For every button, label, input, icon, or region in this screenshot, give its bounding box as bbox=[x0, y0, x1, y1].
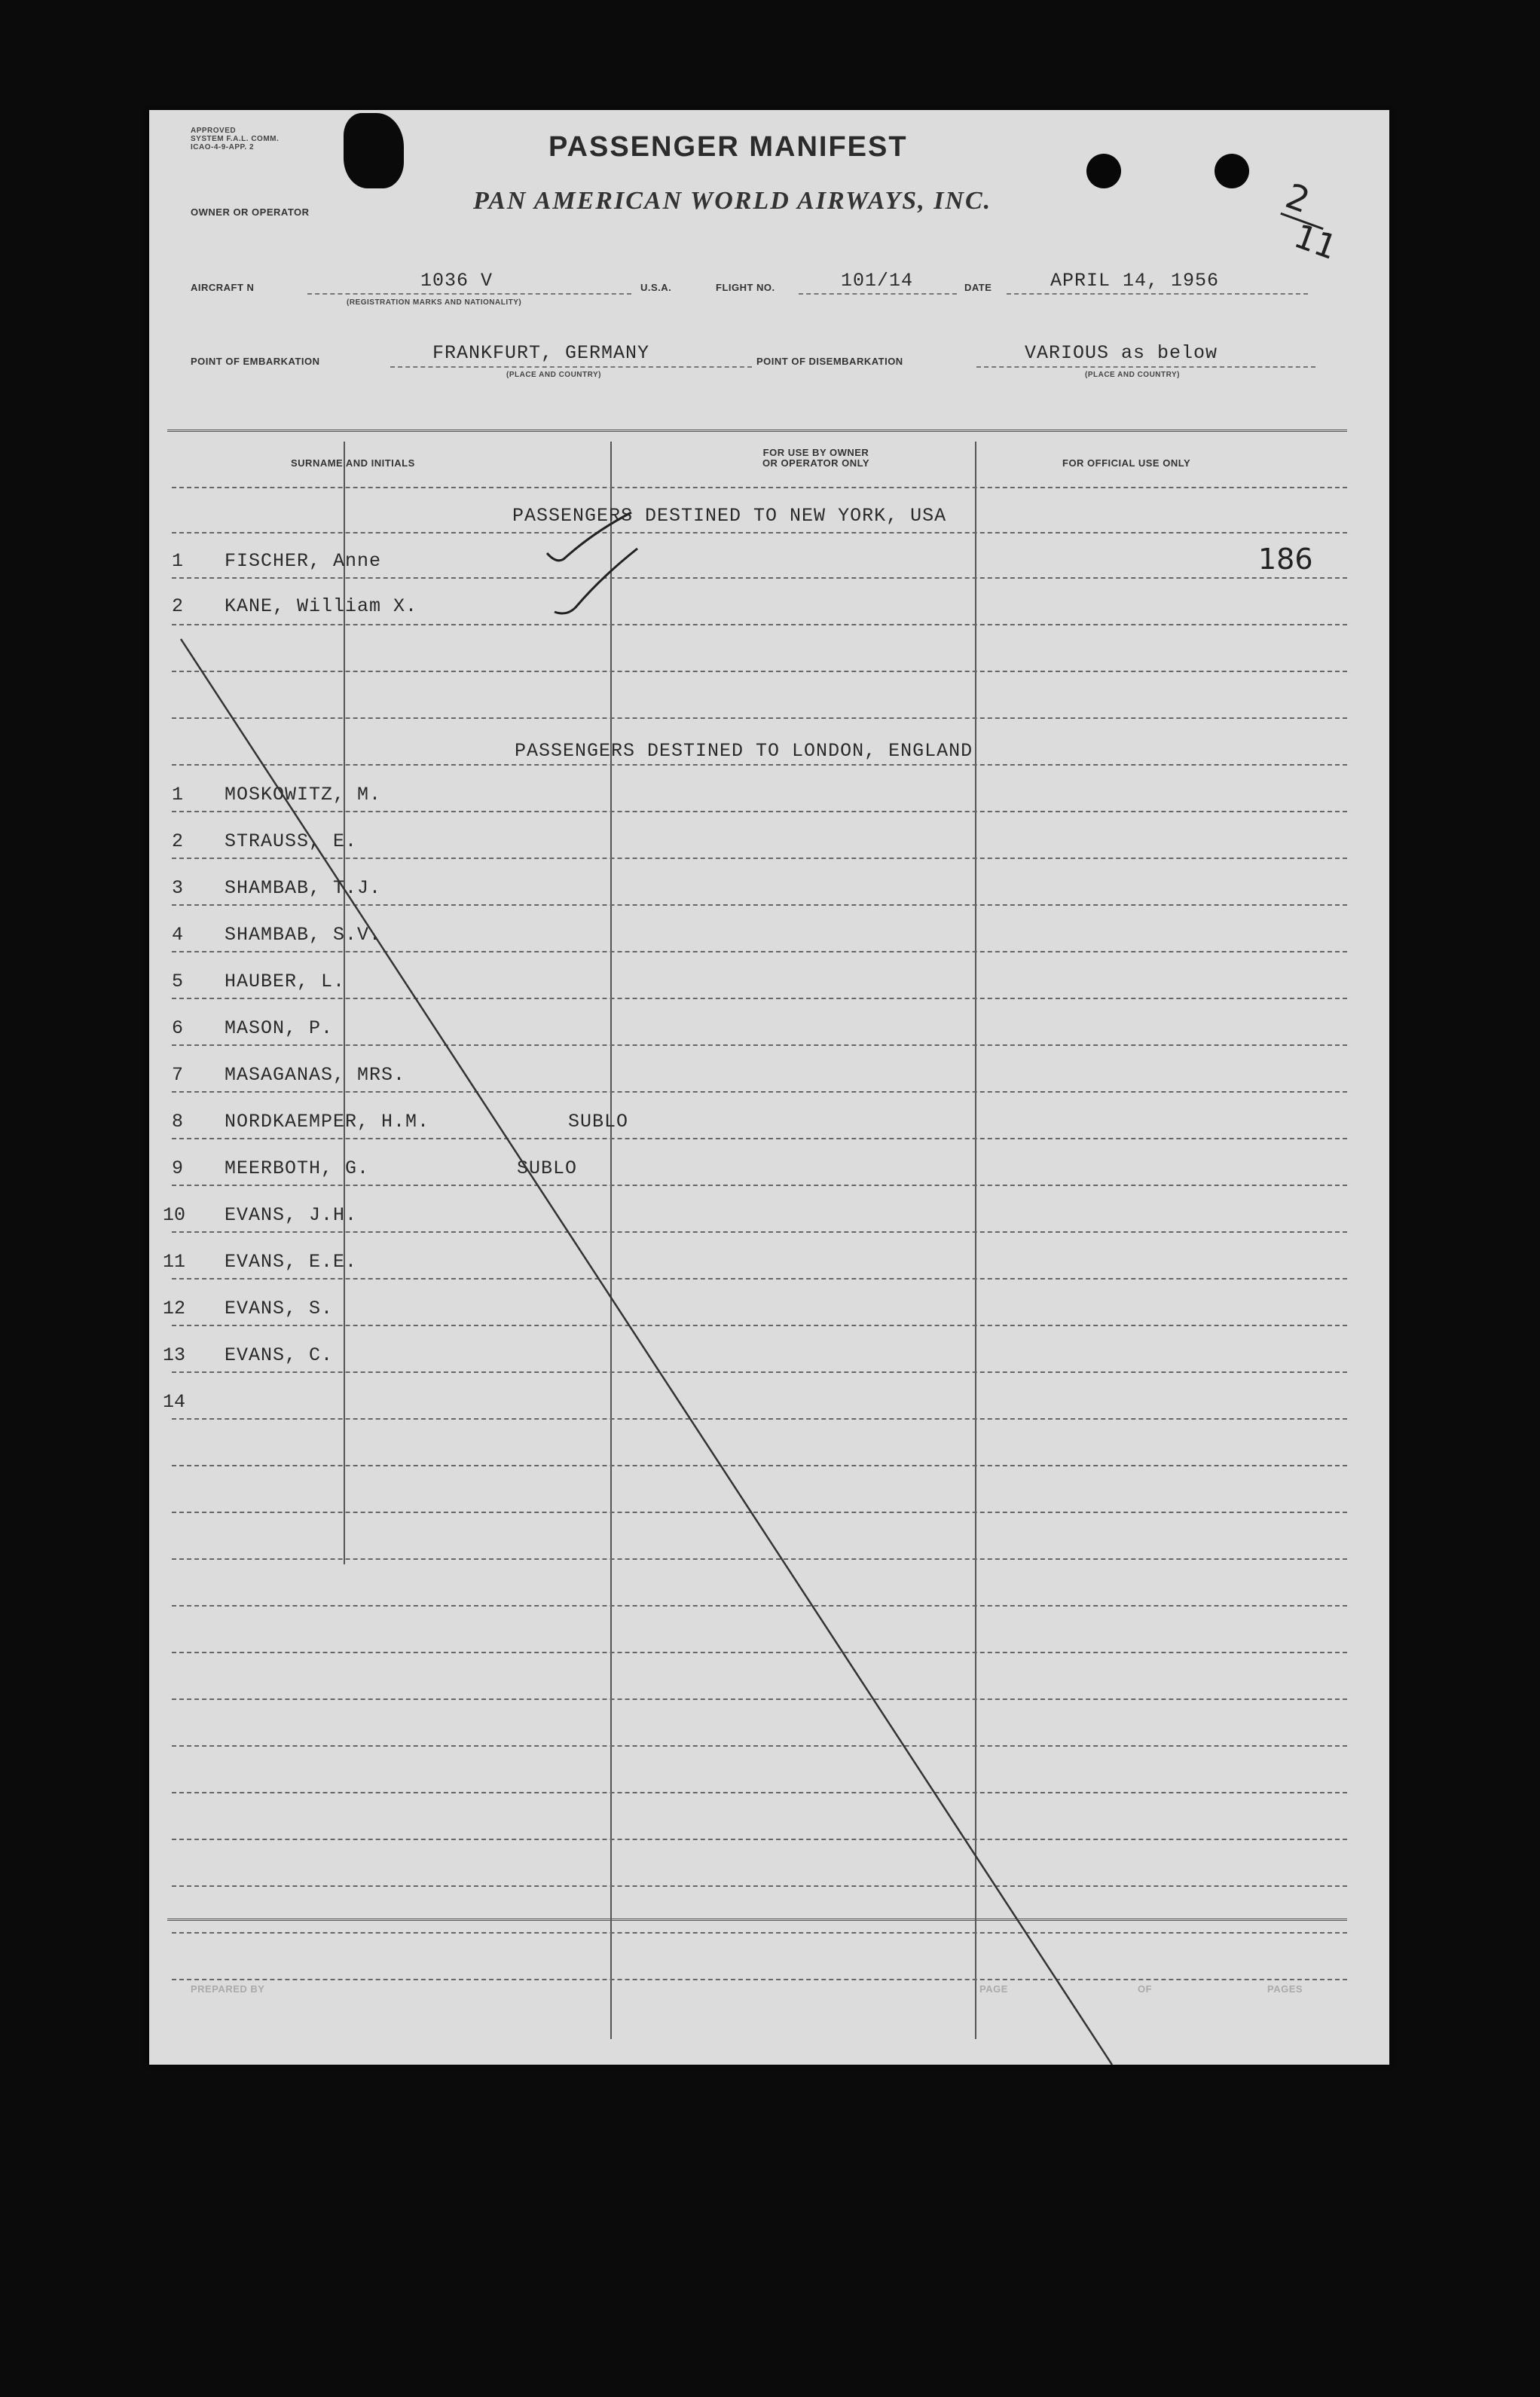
passenger-name: MEERBOTH, G. bbox=[225, 1157, 370, 1179]
aircraft-label: AIRCRAFT N bbox=[191, 282, 255, 293]
aircraft-value: 1036 V bbox=[420, 270, 493, 292]
passenger-name: FISCHER, Anne bbox=[225, 550, 382, 572]
row-number: 13 bbox=[163, 1344, 186, 1366]
col-official-header: FOR OFFICIAL USE ONLY bbox=[1062, 457, 1191, 469]
disembarkation-value: VARIOUS as below bbox=[1025, 342, 1218, 364]
embarkation-value: FRANKFURT, GERMANY bbox=[432, 342, 650, 364]
owner-label: OWNER OR OPERATOR bbox=[191, 206, 310, 218]
passenger-name: MOSKOWITZ, M. bbox=[225, 784, 382, 806]
row-number: 2 bbox=[172, 595, 184, 617]
form-title: PASSENGER MANIFEST bbox=[548, 131, 908, 163]
row-number: 4 bbox=[172, 924, 184, 946]
embarkation-caption: (PLACE AND COUNTRY) bbox=[506, 371, 601, 379]
row-number: 10 bbox=[163, 1204, 186, 1226]
passenger-name: SHAMBAB, S.V. bbox=[225, 924, 382, 946]
passenger-name: NORDKAEMPER, H.M. bbox=[225, 1111, 430, 1133]
page-label: PAGE bbox=[979, 1983, 1008, 1995]
row-number: 5 bbox=[172, 971, 184, 992]
passenger-name: SHAMBAB, T.J. bbox=[225, 877, 382, 899]
row-number: 1 bbox=[172, 550, 184, 572]
manifest-sheet bbox=[149, 110, 1389, 2065]
passenger-name: STRAUSS, E. bbox=[225, 830, 358, 852]
row-number: 9 bbox=[172, 1157, 184, 1179]
date-label: DATE bbox=[964, 282, 992, 293]
row-number: 1 bbox=[172, 784, 184, 806]
section-heading-new-york: PASSENGERS DESTINED TO NEW YORK, USA bbox=[512, 505, 947, 527]
passenger-name: MASAGANAS, MRS. bbox=[225, 1064, 406, 1086]
aircraft-caption: (REGISTRATION MARKS AND NATIONALITY) bbox=[347, 298, 522, 307]
passenger-name: HAUBER, L. bbox=[225, 971, 346, 992]
row-number: 2 bbox=[172, 830, 184, 852]
prepared-by-label: PREPARED BY bbox=[191, 1983, 265, 1995]
row-number: 3 bbox=[172, 877, 184, 899]
flight-label: FLIGHT NO. bbox=[716, 282, 775, 293]
passenger-note: SUBLO bbox=[517, 1157, 578, 1179]
passenger-name: EVANS, C. bbox=[225, 1344, 334, 1366]
row-number: 11 bbox=[163, 1251, 186, 1273]
pages-label: PAGES bbox=[1267, 1983, 1303, 1995]
disembarkation-caption: (PLACE AND COUNTRY) bbox=[1085, 371, 1180, 379]
row-number: 7 bbox=[172, 1064, 184, 1086]
usa-label: U.S.A. bbox=[640, 282, 672, 293]
airline-name: PAN AMERICAN WORLD AIRWAYS, INC. bbox=[473, 187, 992, 215]
official-number: 186 bbox=[1258, 543, 1313, 576]
disembarkation-label: POINT OF DISEMBARKATION bbox=[756, 356, 903, 367]
of-label: OF bbox=[1138, 1983, 1153, 1995]
passenger-name: EVANS, E.E. bbox=[225, 1251, 358, 1273]
corner-number-top: 2 bbox=[1280, 175, 1315, 222]
row-number: 8 bbox=[172, 1111, 184, 1133]
passenger-name: EVANS, S. bbox=[225, 1298, 334, 1319]
cancellation-line bbox=[149, 110, 1389, 2065]
col-surname-header: SURNAME AND INITIALS bbox=[291, 457, 415, 469]
col-owner-use-header: FOR USE BY OWNER OR OPERATOR ONLY bbox=[762, 447, 870, 469]
embarkation-label: POINT OF EMBARKATION bbox=[191, 356, 320, 367]
section-heading-london: PASSENGERS DESTINED TO LONDON, ENGLAND bbox=[515, 740, 973, 762]
approval-stamp: APPROVED SYSTEM F.A.L. COMM. ICAO-4-9-APP. 2 bbox=[191, 127, 280, 151]
date-value: APRIL 14, 1956 bbox=[1050, 270, 1220, 292]
corner-number-bottom: 11 bbox=[1288, 216, 1343, 268]
row-number: 6 bbox=[172, 1017, 184, 1039]
passenger-name: EVANS, J.H. bbox=[225, 1204, 358, 1226]
passenger-name: KANE, William X. bbox=[225, 595, 418, 617]
flight-value: 101/14 bbox=[841, 270, 914, 292]
row-number: 12 bbox=[163, 1298, 186, 1319]
passenger-note: SUBLO bbox=[568, 1111, 629, 1133]
passenger-name: MASON, P. bbox=[225, 1017, 334, 1039]
row-number: 14 bbox=[163, 1391, 186, 1413]
